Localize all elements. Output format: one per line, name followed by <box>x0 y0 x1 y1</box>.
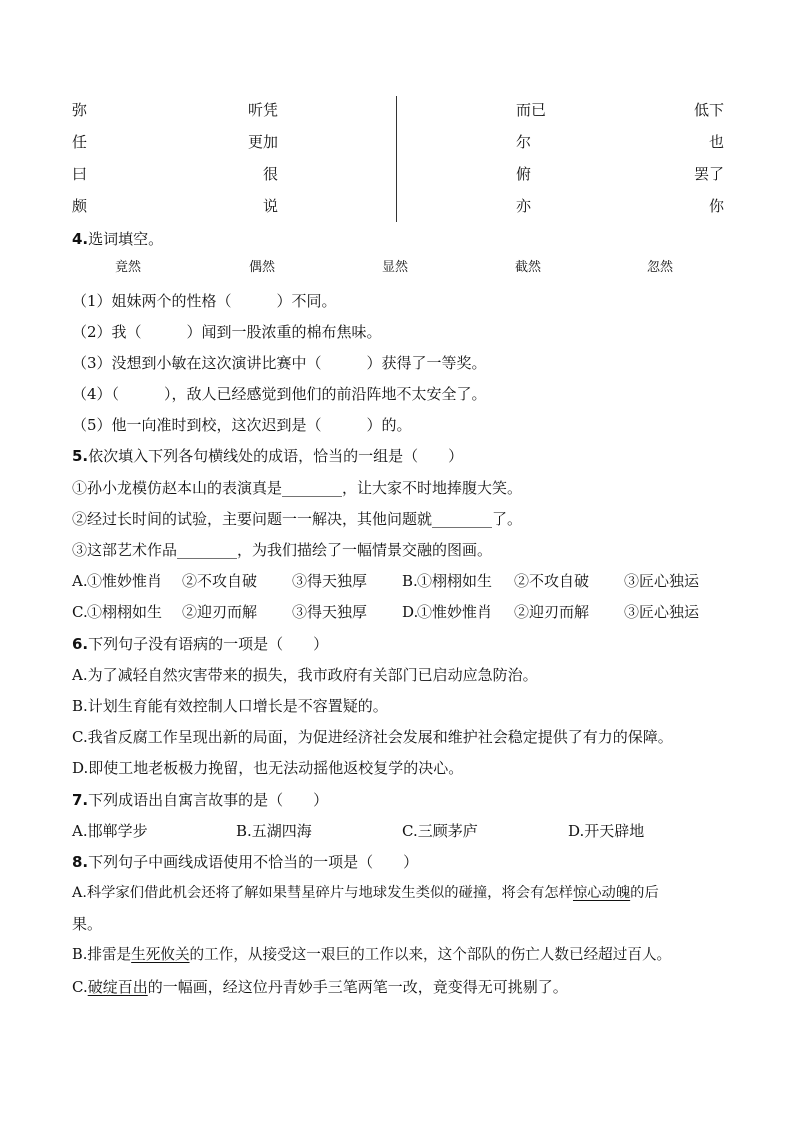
q6-title <box>72 634 328 654</box>
q8-choice-c <box>72 977 568 997</box>
matrix-word: 尔 <box>516 133 532 151</box>
q5-sentence: ③这部艺术作品________，为我们描绘了一幅情景交融的图画。 <box>72 541 493 559</box>
q6-choice: B.计划生育能有效控制人口增长是不容置疑的。 <box>72 697 388 715</box>
question-number: 8. <box>72 853 89 871</box>
choice-text: 的工作，从接受这一艰巨的工作以来，这个部队的伤亡人数已经超过百人。 <box>189 946 672 963</box>
word-matrix <box>72 96 724 224</box>
choice-part: ①栩栩如生 <box>417 572 493 590</box>
matrix-word: 而已 <box>516 101 547 119</box>
underlined-idiom: 惊心动魄 <box>572 885 631 901</box>
choice-text: B.排雷是 <box>72 946 132 963</box>
choice-part: ①栩栩如生 <box>87 603 163 621</box>
q4-item: （1）姐妹两个的性格（ ）不同。 <box>72 292 337 310</box>
choice-letter: A. <box>72 572 88 590</box>
word-option: 忽然 <box>647 260 674 275</box>
choice-part: ③得天独厚 <box>292 572 368 590</box>
q7-choice: B.五湖四海 <box>236 822 312 840</box>
q8-choice-a <box>72 883 659 903</box>
choice-text: 的一幅画，经这位丹青妙手三笔两笔一改，竟变得无可挑剔了。 <box>147 978 568 996</box>
question-text: 选词填空。 <box>88 230 164 248</box>
q8-title <box>72 852 418 872</box>
matrix-word: 也 <box>708 133 724 151</box>
choice-letter: D. <box>402 603 419 621</box>
word-option: 偶然 <box>249 260 276 275</box>
q5-title <box>72 446 463 466</box>
word-option: 截然 <box>515 260 542 275</box>
q4-item: （4）（ ），敌人已经感觉到他们的前沿阵地不太安全了。 <box>72 385 487 403</box>
matrix-word: 弥 <box>72 101 88 119</box>
q6-choice: D.即使工地老板极力挽留，也无法动摇他返校复学的决心。 <box>72 759 464 777</box>
choice-part: ②迎刃而解 <box>514 603 590 621</box>
matrix-word: 曰 <box>72 165 88 183</box>
matrix-word: 罢了 <box>693 165 724 183</box>
underlined-idiom: 生死攸关 <box>131 946 190 963</box>
q6-choice: A.为了减轻自然灾害带来的损失，我市政府有关部门已启动应急防治。 <box>72 666 538 684</box>
choice-part: ③匠心独运 <box>624 603 700 621</box>
matrix-word: 亦 <box>516 197 532 215</box>
matrix-word: 你 <box>708 197 724 215</box>
q8-choice-a-cont: 果。 <box>72 915 103 933</box>
choice-text: C. <box>72 978 88 996</box>
q4-item: （3）没想到小敏在这次演讲比赛中（ ）获得了一等奖。 <box>72 354 487 372</box>
choice-letter: B. <box>402 572 418 590</box>
choice-part: ③得天独厚 <box>292 603 368 621</box>
q5-sentence: ②经过长时间的试验，主要问题一一解决，其他问题就________了。 <box>72 510 523 528</box>
q8-choice-b <box>72 945 671 965</box>
choice-part: ②迎刃而解 <box>182 603 258 621</box>
word-option: 显然 <box>382 260 409 275</box>
choice-letter: C. <box>72 603 88 621</box>
question-text: 依次填入下列各句横线处的成语，恰当的一组是（ ） <box>88 447 464 465</box>
q7-choice: D.开天辟地 <box>568 822 645 840</box>
q4-item: （5）他一向准时到校，这次迟到是（ ）的。 <box>72 416 412 434</box>
question-text: 下列句子没有语病的一项是（ ） <box>88 635 329 653</box>
matrix-word: 更加 <box>247 133 278 151</box>
choice-part: ③匠心独运 <box>624 572 700 590</box>
matrix-word: 俯 <box>516 165 532 183</box>
matrix-divider <box>396 96 397 222</box>
matrix-word: 听凭 <box>247 101 278 119</box>
question-number: 5. <box>72 447 89 465</box>
q6-choice: C.我省反腐工作呈现出新的局面，为促进经济社会发展和维护社会稳定提供了有力的保障。 <box>72 728 673 746</box>
q7-choice: C.三顾茅庐 <box>402 822 478 840</box>
choice-part: ②不攻自破 <box>514 572 590 590</box>
q7-title <box>72 790 328 810</box>
choice-part: ①惟妙惟肖 <box>417 603 493 621</box>
q5-sentence: ①孙小龙模仿赵本山的表演真是________，让大家不时地捧腹大笑。 <box>72 479 523 497</box>
question-number: 6. <box>72 635 89 653</box>
question-text: 下列成语出自寓言故事的是（ ） <box>88 791 329 809</box>
matrix-word: 颇 <box>72 197 88 215</box>
matrix-word: 说 <box>262 197 278 215</box>
choice-text: A.科学家们借此机会还将了解如果彗星碎片与地球发生类似的碰撞，将会有怎样 <box>72 885 573 901</box>
word-option: 竟然 <box>115 260 142 275</box>
matrix-word: 低下 <box>693 101 724 119</box>
underlined-idiom: 破绽百出 <box>87 978 148 996</box>
question-number: 7. <box>72 791 89 809</box>
choice-text: 的后 <box>630 885 659 901</box>
choice-part: ①惟妙惟肖 <box>87 572 163 590</box>
choice-part: ②不攻自破 <box>182 572 258 590</box>
q7-choice: A.邯郸学步 <box>72 822 148 840</box>
matrix-word: 很 <box>262 165 278 183</box>
question-text: 下列句子中画线成语使用不恰当的一项是（ ） <box>88 853 419 871</box>
q4-title <box>72 229 163 249</box>
q4-item: （2）我（ ）闻到一股浓重的棉布焦味。 <box>72 323 382 341</box>
question-number: 4. <box>72 230 89 248</box>
matrix-word: 任 <box>72 133 88 151</box>
